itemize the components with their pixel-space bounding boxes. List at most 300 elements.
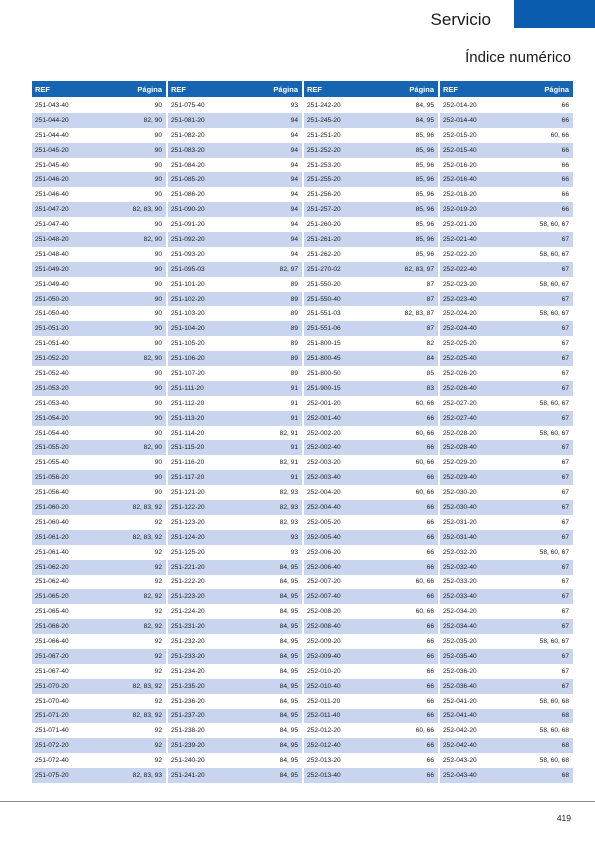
page-cell: 93 [290, 533, 298, 541]
page-cell: 92 [154, 727, 162, 735]
ref-cell: 251-075-40 [171, 101, 205, 109]
ref-cell: 251-086-20 [171, 191, 205, 199]
table-row [32, 396, 166, 411]
page-cell: 66 [561, 191, 569, 199]
ref-cell: 252-008-40 [307, 623, 341, 631]
table-row [440, 128, 573, 143]
ref-cell: 252-035-40 [443, 652, 477, 660]
page-cell: 66 [426, 682, 434, 690]
table-row [304, 232, 438, 247]
ref-cell: 251-242-20 [307, 101, 341, 109]
table-row [32, 143, 166, 158]
ref-cell: 251-112-20 [171, 399, 205, 407]
page-cell: 85, 96 [415, 161, 434, 169]
ref-cell: 252-028-40 [443, 444, 477, 452]
ref-cell: 251-072-40 [35, 757, 69, 765]
page-cell: 90 [154, 459, 162, 467]
ref-cell: 252-031-20 [443, 518, 477, 526]
table-row [440, 709, 573, 724]
ref-cell: 251-066-20 [35, 623, 69, 631]
ref-cell: 251-221-20 [171, 563, 205, 571]
ref-cell: 251-113-20 [171, 414, 205, 422]
table-row [440, 366, 573, 381]
table-row [440, 262, 573, 277]
table-row [168, 98, 302, 113]
table-row [440, 351, 573, 366]
page-cell: 84, 95 [279, 623, 298, 631]
table-row [440, 649, 573, 664]
ref-cell: 252-024-20 [443, 310, 477, 318]
ref-cell: 251-070-20 [35, 682, 69, 690]
ref-cell: 251-235-20 [171, 682, 205, 690]
ref-cell: 251-045-40 [35, 161, 69, 169]
ref-cell: 251-095-03 [171, 265, 205, 273]
page-cell: 82, 92 [143, 593, 162, 601]
table-row [304, 262, 438, 277]
page-cell: 82, 90 [143, 235, 162, 243]
table-row [168, 396, 302, 411]
page-cell: 66 [426, 548, 434, 556]
ref-cell: 251-800-15 [307, 340, 341, 348]
table-row [304, 753, 438, 768]
page-cell: 82, 93 [279, 489, 298, 497]
page-cell: 92 [154, 742, 162, 750]
page-cell: 91 [290, 444, 298, 452]
ref-cell: 251-049-40 [35, 280, 69, 288]
ref-cell: 252-007-20 [307, 578, 341, 586]
table-row [168, 247, 302, 262]
ref-cell: 251-241-20 [171, 772, 205, 780]
ref-cell: 252-003-20 [307, 459, 341, 467]
ref-cell: 251-045-20 [35, 146, 69, 154]
page-cell: 58, 60, 67 [539, 221, 569, 229]
ref-cell: 251-253-20 [307, 161, 341, 169]
table-row [32, 500, 166, 515]
table-row [168, 679, 302, 694]
table-row [440, 515, 573, 530]
table-row [168, 589, 302, 604]
page-cell: 85, 96 [415, 146, 434, 154]
ref-cell: 252-016-40 [443, 176, 477, 184]
ref-cell: 252-002-40 [307, 444, 341, 452]
table-row [440, 619, 573, 634]
table-row [440, 247, 573, 262]
page-cell: 82, 83, 87 [404, 310, 434, 318]
table-row [440, 485, 573, 500]
ref-cell: 252-009-40 [307, 652, 341, 660]
page-cell: 58, 60, 67 [539, 399, 569, 407]
ref-cell: 251-065-40 [35, 608, 69, 616]
page-cell: 89 [290, 295, 298, 303]
table-row [304, 381, 438, 396]
ref-cell: 252-029-40 [443, 474, 477, 482]
table-row [168, 470, 302, 485]
ref-cell: 252-025-40 [443, 355, 477, 363]
table-row [304, 202, 438, 217]
page-cell: 89 [290, 280, 298, 288]
ref-cell: 251-123-20 [171, 518, 205, 526]
table-row [440, 679, 573, 694]
page-cell: 92 [154, 697, 162, 705]
page-cell: 87 [426, 325, 434, 333]
page-cell: 84, 95 [279, 608, 298, 616]
ref-cell: 251-115-20 [171, 444, 205, 452]
page-cell: 82, 93 [279, 518, 298, 526]
table-row [32, 217, 166, 232]
ref-cell: 252-041-40 [443, 712, 477, 720]
table-row [304, 143, 438, 158]
table-row [32, 128, 166, 143]
ref-cell: 251-261-20 [307, 235, 341, 243]
table-row [168, 694, 302, 709]
table-row [304, 187, 438, 202]
page-cell: 67 [561, 682, 569, 690]
page-cell: 66 [426, 563, 434, 571]
page-cell: 60, 66 [415, 578, 434, 586]
page-cell: 67 [561, 235, 569, 243]
table-row [32, 664, 166, 679]
table-row [440, 143, 573, 158]
table-row [168, 768, 302, 783]
ref-cell: 251-044-20 [35, 116, 69, 124]
page-cell: 67 [561, 593, 569, 601]
page-cell: 92 [154, 667, 162, 675]
ref-cell: 251-223-20 [171, 593, 205, 601]
page-cell: 90 [154, 131, 162, 139]
page-cell: 66 [426, 697, 434, 705]
table-header [168, 81, 302, 97]
table-row [32, 694, 166, 709]
ref-cell: 252-018-20 [443, 191, 477, 199]
ref-cell: 251-065-20 [35, 593, 69, 601]
page-cell: 90 [154, 250, 162, 258]
page-cell: 66 [426, 667, 434, 675]
table-row [440, 604, 573, 619]
ref-cell: 252-032-40 [443, 563, 477, 571]
page-cell: 94 [290, 131, 298, 139]
table-row [168, 351, 302, 366]
table-row [304, 128, 438, 143]
page-cell: 90 [154, 399, 162, 407]
table-row [168, 158, 302, 173]
ref-cell: 252-030-40 [443, 503, 477, 511]
table-row [168, 753, 302, 768]
table-row [304, 217, 438, 232]
table-row [440, 217, 573, 232]
table-row [440, 500, 573, 515]
table-row [32, 158, 166, 173]
index-column [440, 81, 573, 783]
ref-cell: 251-056-20 [35, 474, 69, 482]
table-row [304, 470, 438, 485]
page-cell: 90 [154, 325, 162, 333]
ref-cell: 251-551-03 [307, 310, 341, 318]
table-row [440, 321, 573, 336]
ref-cell: 251-093-20 [171, 250, 205, 258]
page-cell: 83 [426, 384, 434, 392]
ref-cell: 251-104-20 [171, 325, 205, 333]
ref-cell: 251-066-40 [35, 638, 69, 645]
ref-cell: 251-111-20 [171, 384, 204, 392]
ref-cell: 252-008-20 [307, 608, 341, 616]
table-row [440, 411, 573, 426]
page-cell: 85, 96 [415, 206, 434, 214]
ref-cell: 252-019-20 [443, 206, 477, 214]
page-cell: 91 [290, 384, 298, 392]
page-cell: 67 [561, 355, 569, 363]
ref-cell: 251-236-20 [171, 697, 205, 705]
table-row [168, 545, 302, 560]
table-row [304, 172, 438, 187]
ref-cell: 252-022-40 [443, 265, 477, 273]
table-row [32, 321, 166, 336]
page-cell: 67 [561, 325, 569, 333]
ref-cell: 251-054-20 [35, 414, 69, 422]
ref-cell: 252-026-40 [443, 384, 477, 392]
page-cell: 66 [561, 176, 569, 184]
ref-cell: 252-030-20 [443, 489, 477, 497]
table-row [32, 247, 166, 262]
ref-cell: 251-055-20 [35, 444, 69, 452]
page-cell: 66 [561, 101, 569, 109]
ref-cell: 251-125-20 [171, 548, 205, 556]
table-row [304, 694, 438, 709]
ref-cell: 251-046-40 [35, 191, 69, 199]
ref-cell: 251-052-40 [35, 369, 69, 377]
page-cell: 67 [561, 623, 569, 631]
ref-cell: 252-036-40 [443, 682, 477, 690]
ref-cell: 252-041-20 [443, 697, 477, 705]
table-row [168, 277, 302, 292]
page-cell: 66 [426, 533, 434, 541]
ref-cell: 251-085-20 [171, 176, 205, 184]
table-row [304, 500, 438, 515]
ref-cell: 251-252-20 [307, 146, 341, 154]
page-number: 419 [556, 813, 571, 823]
ref-cell: 252-004-40 [307, 503, 341, 511]
header-page: Página [137, 84, 162, 94]
page-cell: 92 [154, 518, 162, 526]
header-ref: REF [443, 84, 458, 94]
table-row [304, 292, 438, 307]
ref-cell: 251-262-20 [307, 250, 341, 258]
table-row [32, 172, 166, 187]
index-column [168, 81, 302, 783]
page-cell: 90 [154, 340, 162, 348]
ref-cell: 252-035-20 [443, 638, 477, 645]
page-cell: 82, 83, 90 [132, 206, 162, 214]
page-cell: 92 [154, 563, 162, 571]
ref-cell: 251-044-40 [35, 131, 69, 139]
page-cell: 92 [154, 757, 162, 765]
table-row [304, 679, 438, 694]
page-cell: 91 [290, 474, 298, 482]
ref-cell: 251-122-20 [171, 503, 205, 511]
ref-cell: 251-102-20 [171, 295, 205, 303]
table-row [168, 128, 302, 143]
page-cell: 67 [561, 533, 569, 541]
table-row [168, 649, 302, 664]
page-cell: 90 [154, 369, 162, 377]
ref-cell: 252-034-20 [443, 608, 477, 616]
ref-cell: 252-026-20 [443, 369, 477, 377]
page-cell: 82, 93 [279, 503, 298, 511]
ref-cell: 251-240-20 [171, 757, 205, 765]
table-row [168, 321, 302, 336]
table-row [304, 336, 438, 351]
ref-cell: 251-056-40 [35, 489, 69, 497]
page-cell: 58, 60, 67 [539, 638, 569, 645]
ref-cell: 252-042-40 [443, 742, 477, 750]
table-row [440, 768, 573, 783]
ref-cell: 252-042-20 [443, 727, 477, 735]
page-cell: 66 [426, 503, 434, 511]
table-row [440, 575, 573, 590]
ref-cell: 252-012-40 [307, 742, 341, 750]
table-row [168, 217, 302, 232]
page-cell: 89 [290, 355, 298, 363]
page-cell: 90 [154, 295, 162, 303]
page-cell: 84 [426, 355, 434, 363]
page-cell: 84, 95 [279, 667, 298, 675]
page-cell: 82, 97 [279, 265, 298, 273]
page-cell: 84, 95 [415, 101, 434, 109]
table-row [168, 664, 302, 679]
ref-cell: 252-001-40 [307, 414, 341, 422]
table-row [32, 649, 166, 664]
page-cell: 67 [561, 459, 569, 467]
ref-cell: 251-222-20 [171, 578, 205, 586]
ref-cell: 251-071-40 [35, 727, 69, 735]
page-cell: 90 [154, 161, 162, 169]
ref-cell: 252-015-20 [443, 131, 477, 139]
page-cell: 90 [154, 280, 162, 288]
page-cell: 82, 91 [279, 459, 298, 467]
ref-cell: 252-027-40 [443, 414, 477, 422]
ref-cell: 251-237-20 [171, 712, 205, 720]
table-row [32, 187, 166, 202]
page-cell: 90 [154, 221, 162, 229]
ref-cell: 251-053-20 [35, 384, 69, 392]
page-cell: 66 [426, 593, 434, 601]
ref-cell: 251-070-40 [35, 697, 69, 705]
table-row [440, 113, 573, 128]
ref-cell: 252-016-20 [443, 161, 477, 169]
table-row [168, 306, 302, 321]
page-cell: 82, 83, 92 [132, 503, 162, 511]
table-row [168, 381, 302, 396]
page-cell: 93 [290, 101, 298, 109]
table-row [168, 187, 302, 202]
table-row [168, 575, 302, 590]
table-row [304, 723, 438, 738]
ref-cell: 251-048-40 [35, 250, 69, 258]
ref-cell: 252-013-20 [307, 757, 341, 765]
table-row [32, 426, 166, 441]
table-row [304, 98, 438, 113]
page-cell: 82, 90 [143, 444, 162, 452]
ref-cell: 251-900-15 [307, 384, 341, 392]
table-row [32, 113, 166, 128]
table-row [440, 530, 573, 545]
table-row [304, 768, 438, 783]
ref-cell: 251-084-20 [171, 161, 205, 169]
table-row [304, 113, 438, 128]
table-row [304, 560, 438, 575]
page-cell: 82 [426, 340, 434, 348]
ref-cell: 252-033-20 [443, 578, 477, 586]
page-cell: 58, 60, 68 [539, 727, 569, 735]
ref-cell: 251-245-20 [307, 116, 341, 124]
ref-cell: 251-800-45 [307, 355, 341, 363]
table-row [304, 485, 438, 500]
ref-cell: 251-124-20 [171, 533, 205, 541]
header-page: Página [273, 84, 298, 94]
page-cell: 90 [154, 414, 162, 422]
table-row [304, 530, 438, 545]
table-row [32, 604, 166, 619]
ref-cell: 251-067-20 [35, 652, 69, 660]
table-row [440, 694, 573, 709]
table-row [304, 738, 438, 753]
table-row [304, 306, 438, 321]
page-cell: 60, 66 [415, 429, 434, 437]
section-title: Servicio [430, 10, 491, 29]
page-cell: 90 [154, 429, 162, 437]
ref-cell: 252-034-40 [443, 623, 477, 631]
table-row [168, 113, 302, 128]
ref-cell: 252-032-20 [443, 548, 477, 556]
page-cell: 91 [290, 414, 298, 422]
table-row [32, 440, 166, 455]
table-row [440, 158, 573, 173]
table-row [168, 738, 302, 753]
table-row [304, 247, 438, 262]
page-cell: 84, 95 [279, 697, 298, 705]
ref-cell: 252-001-20 [307, 399, 341, 407]
table-row [304, 440, 438, 455]
table-row [304, 709, 438, 724]
table-body [304, 98, 438, 783]
ref-cell: 251-075-20 [35, 772, 69, 780]
page-cell: 84, 95 [279, 682, 298, 690]
table-row [440, 723, 573, 738]
page-cell: 85, 96 [415, 131, 434, 139]
ref-cell: 252-011-40 [307, 712, 341, 720]
table-row [440, 426, 573, 441]
page-cell: 58, 60, 67 [539, 429, 569, 437]
page-cell: 66 [561, 161, 569, 169]
ref-cell: 251-270-02 [307, 265, 341, 273]
table-row [304, 589, 438, 604]
ref-cell: 252-033-40 [443, 593, 477, 601]
ref-cell: 251-052-20 [35, 355, 69, 363]
page-cell: 90 [154, 310, 162, 318]
page-cell: 67 [561, 518, 569, 526]
ref-cell: 252-010-20 [307, 667, 341, 675]
page-cell: 87 [426, 280, 434, 288]
table-row [440, 396, 573, 411]
table-row [168, 560, 302, 575]
table-row [304, 619, 438, 634]
page-cell: 66 [561, 206, 569, 214]
ref-cell: 251-117-20 [171, 474, 205, 482]
table-row [440, 455, 573, 470]
page-cell: 67 [561, 503, 569, 511]
ref-cell: 252-029-20 [443, 459, 477, 467]
page-cell: 66 [426, 518, 434, 526]
table-row [168, 262, 302, 277]
